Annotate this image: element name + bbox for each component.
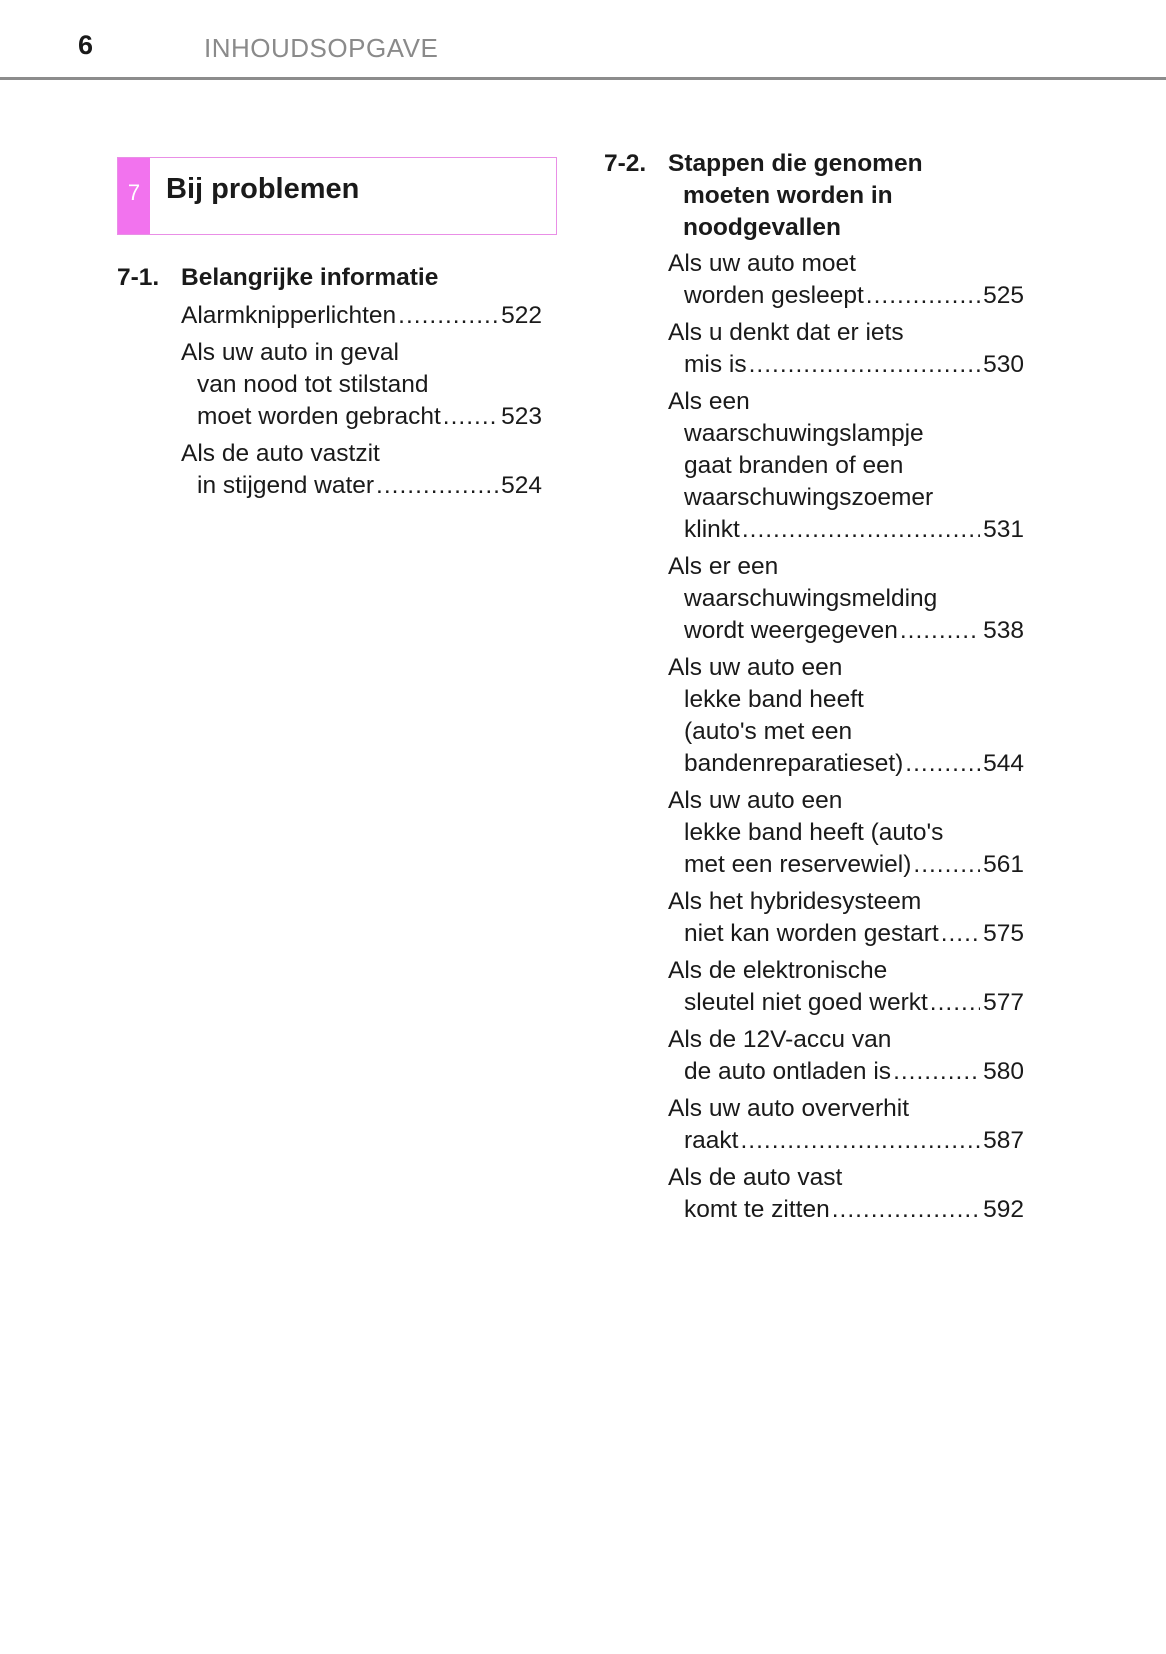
page-ref: 524: [501, 472, 542, 499]
toc-entry[interactable]: [668, 551, 1024, 647]
toc-entry-last-line: [181, 300, 542, 332]
toc-entry-line: Als de auto vastzit: [181, 440, 380, 467]
page-number: 6: [78, 30, 94, 60]
toc-entry-line: Als uw auto in geval: [181, 339, 399, 366]
toc-entry-line: in stijgend water: [197, 472, 375, 499]
toc-entry-line: Als u denkt dat er iets: [668, 319, 904, 346]
toc-entry-line: Als uw auto moet: [668, 250, 856, 277]
page-ref: 538: [983, 617, 1024, 644]
toc-entry[interactable]: [668, 1024, 1024, 1088]
page-ref: 587: [983, 1127, 1024, 1154]
toc-entry-line: waarschuwingslampje: [684, 420, 924, 447]
section-title-line: moeten worden in: [683, 182, 893, 209]
dot-leader: [893, 1056, 980, 1088]
toc-entry-line: wordt weergegeven: [684, 617, 898, 644]
dot-leader: [740, 1125, 980, 1157]
page-ref: 592: [983, 1196, 1024, 1223]
toc-entry[interactable]: [668, 1162, 1024, 1226]
section-heading: [604, 148, 1024, 244]
toc-entry-list: [604, 248, 1024, 1226]
toc-entry-line: klinkt: [684, 516, 740, 543]
toc-column-left: [117, 262, 542, 507]
toc-column-right: [604, 148, 1024, 1231]
page-ref: 522: [501, 302, 542, 329]
section-title-line: Belangrijke informatie: [181, 264, 439, 291]
toc-entry-last-line: [668, 280, 1024, 312]
toc-entry-line: Als de auto vast: [668, 1164, 843, 1191]
toc-entry-line: de auto ontladen is: [684, 1058, 892, 1085]
section-title: INHOUDSOPGAVE: [204, 33, 439, 63]
toc-entry-line: gaat branden of een: [684, 452, 904, 479]
dot-leader: [398, 300, 498, 332]
page-ref: 530: [983, 351, 1024, 378]
header-divider: [0, 77, 1166, 80]
toc-entry-line: komt te zitten: [684, 1196, 830, 1223]
toc-entry-line: mis is: [684, 351, 747, 378]
page-ref: 531: [983, 516, 1024, 543]
chapter-tab: [118, 158, 150, 234]
toc-entry-last-line: [181, 401, 542, 433]
toc-entry-line: sleutel niet goed werkt: [684, 989, 928, 1016]
toc-entry[interactable]: [668, 248, 1024, 312]
toc-entry[interactable]: [181, 337, 542, 433]
dot-leader: [941, 918, 980, 950]
toc-entry-line: bandenreparatieset): [684, 750, 904, 777]
dot-leader: [900, 615, 980, 647]
toc-entry-line: waarschuwingszoemer: [684, 484, 934, 511]
section-title: [668, 148, 1024, 244]
toc-entry-line: Alarmknipperlichten: [181, 302, 397, 329]
page-ref: 577: [983, 989, 1024, 1016]
chapter-title: Bij problemen: [166, 173, 360, 205]
toc-entry-line: Als er een: [668, 553, 779, 580]
page-ref: 561: [983, 851, 1024, 878]
dot-leader: [913, 849, 980, 881]
page-header: [0, 0, 1166, 82]
toc-entry[interactable]: [668, 785, 1024, 881]
toc-entry-line: (auto's met een: [684, 718, 853, 745]
page-ref: 580: [983, 1058, 1024, 1085]
dot-leader: [930, 987, 980, 1019]
toc-entry-last-line: [181, 470, 542, 502]
toc-entry-line: Als uw auto een: [668, 654, 843, 681]
toc-entry-last-line: [668, 615, 1024, 647]
toc-entry-last-line: [668, 1125, 1024, 1157]
toc-entry-line: Als de 12V-accu van: [668, 1026, 892, 1053]
toc-entry[interactable]: [668, 1093, 1024, 1157]
toc-entry-last-line: [668, 849, 1024, 881]
dot-leader: [866, 280, 980, 312]
toc-entry-last-line: [668, 748, 1024, 780]
page-ref: 575: [983, 920, 1024, 947]
toc-entry-line: raakt: [684, 1127, 739, 1154]
toc-entry-line: Als het hybridesysteem: [668, 888, 922, 915]
page-ref: 523: [501, 403, 542, 430]
page-ref: 525: [983, 282, 1024, 309]
toc-entry[interactable]: [668, 886, 1024, 950]
toc-entry[interactable]: [668, 317, 1024, 381]
toc-entry-line: van nood tot stilstand: [197, 371, 429, 398]
toc-entry-list: [117, 300, 542, 502]
section-number: 7-1.: [117, 264, 160, 291]
toc-entry-line: Als de elektronische: [668, 957, 888, 984]
toc-entry-line: worden gesleept: [684, 282, 864, 309]
chapter-heading-box: [117, 157, 557, 235]
toc-entry-line: Als uw auto oververhit: [668, 1095, 910, 1122]
dot-leader: [905, 748, 980, 780]
section-number: 7-2.: [604, 150, 647, 177]
toc-entry-line: met een reservewiel): [684, 851, 912, 878]
dot-leader: [376, 470, 498, 502]
dot-leader: [443, 401, 498, 433]
toc-entry-last-line: [668, 514, 1024, 546]
dot-leader: [832, 1194, 980, 1226]
toc-entry-line: lekke band heeft: [684, 686, 864, 713]
toc-entry-line: moet worden gebracht: [197, 403, 441, 430]
toc-entry-last-line: [668, 349, 1024, 381]
toc-entry-line: waarschuwingsmelding: [684, 585, 938, 612]
toc-entry[interactable]: [181, 438, 542, 502]
dot-leader: [749, 349, 981, 381]
toc-entry[interactable]: [668, 386, 1024, 546]
section-title: [181, 262, 542, 294]
section-title-line: Stappen die genomen: [668, 150, 923, 177]
toc-entry-line: Als een: [668, 388, 750, 415]
toc-entry-line: niet kan worden gestart: [684, 920, 939, 947]
dot-leader: [742, 514, 980, 546]
toc-entry-line: lekke band heeft (auto's: [684, 819, 944, 846]
toc-entry-last-line: [668, 1194, 1024, 1226]
page-ref: 544: [983, 750, 1024, 777]
toc-entry-last-line: [668, 1056, 1024, 1088]
section-heading: [117, 262, 542, 294]
toc-entry-last-line: [668, 987, 1024, 1019]
toc-entry[interactable]: [181, 300, 542, 332]
chapter-number: 7: [127, 180, 141, 205]
toc-entry[interactable]: [668, 955, 1024, 1019]
toc-entry-last-line: [668, 918, 1024, 950]
section-title-line: noodgevallen: [683, 214, 841, 241]
toc-entry-line: Als uw auto een: [668, 787, 843, 814]
toc-entry[interactable]: [668, 652, 1024, 780]
